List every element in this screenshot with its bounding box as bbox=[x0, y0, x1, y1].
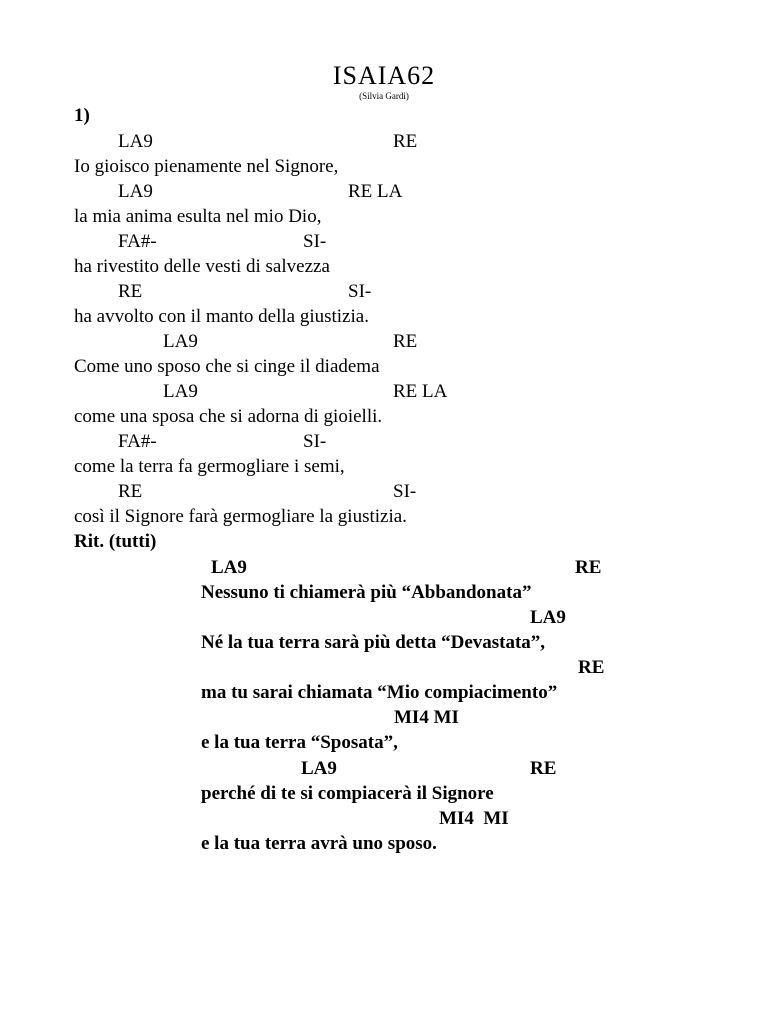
chord: FA#- bbox=[118, 431, 157, 452]
chord: LA9 bbox=[118, 181, 153, 202]
chord: LA9 bbox=[163, 381, 198, 402]
lyric-line: e la tua terra avrà uno sposo. bbox=[201, 833, 437, 854]
lyric-line: Né la tua terra sarà più detta “Devastata”, bbox=[201, 632, 546, 653]
chord: RE bbox=[118, 481, 143, 502]
lyric-line: come la terra fa germogliare i semi, bbox=[74, 456, 345, 477]
lyric-line: come una sposa che si adorna di gioielli. bbox=[74, 406, 383, 427]
lyric-line: Io gioisco pienamente nel Signore, bbox=[74, 156, 339, 177]
chord: RE bbox=[118, 281, 143, 302]
chord: FA#- bbox=[118, 231, 157, 252]
chord: MI4 MI bbox=[439, 808, 509, 829]
chord: MI4 MI bbox=[394, 707, 459, 728]
chord: LA9 bbox=[301, 758, 337, 779]
chord: SI- bbox=[348, 281, 372, 302]
lyric-line: Nessuno ti chiamerà più “Abbandonata” bbox=[201, 582, 532, 603]
chorus-label: Rit. (tutti) bbox=[74, 531, 157, 552]
lyric-line: ma tu sarai chiamata “Mio compiacimento” bbox=[201, 682, 558, 703]
verse-label: 1) bbox=[74, 105, 90, 126]
chord: LA9 bbox=[118, 131, 153, 152]
chord: RE bbox=[393, 331, 418, 352]
lyric-line: perché di te si compiacerà il Signore bbox=[201, 783, 494, 804]
lyric-line: ha avvolto con il manto della giustizia. bbox=[74, 306, 369, 327]
chord: RE LA bbox=[348, 181, 403, 202]
chord: RE bbox=[393, 131, 418, 152]
song-title: ISAIA62 bbox=[332, 61, 436, 90]
chord: LA9 bbox=[211, 557, 247, 578]
chord: RE bbox=[575, 557, 602, 578]
lyric-line: la mia anima esulta nel mio Dio, bbox=[74, 206, 322, 227]
chord: LA9 bbox=[163, 331, 198, 352]
chord: RE bbox=[578, 657, 605, 678]
chord: LA9 bbox=[530, 607, 566, 628]
lyric-line: Come uno sposo che si cinge il diadema bbox=[74, 356, 380, 377]
lyric-line: e la tua terra “Sposata”, bbox=[201, 732, 398, 753]
chord: SI- bbox=[303, 231, 327, 252]
lyric-line: così il Signore farà germogliare la giustizia. bbox=[74, 506, 407, 527]
chord: SI- bbox=[303, 431, 327, 452]
chord: SI- bbox=[393, 481, 417, 502]
chord: RE bbox=[530, 758, 557, 779]
lyric-line: ha rivestito delle vesti di salvezza bbox=[74, 256, 330, 277]
song-author: (Silvia Gardi) bbox=[359, 91, 409, 101]
chord: RE LA bbox=[393, 381, 448, 402]
